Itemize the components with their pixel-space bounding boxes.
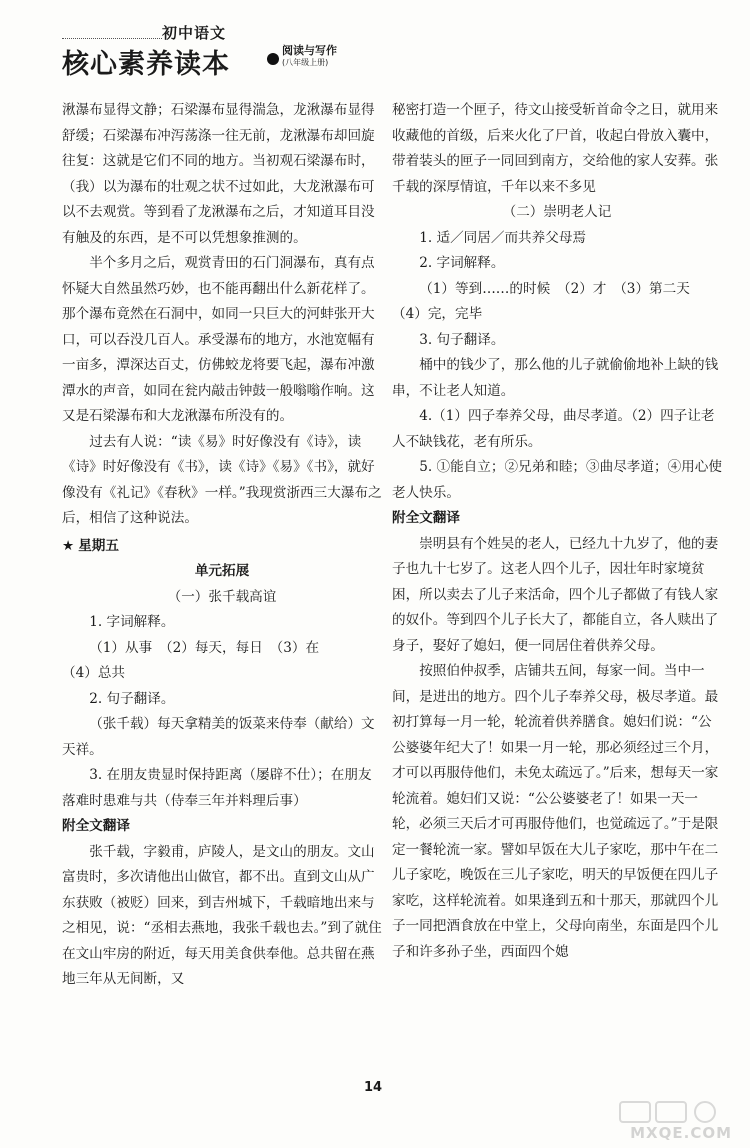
header-dotted-rule (62, 38, 162, 39)
star-icon: ★ (62, 537, 75, 554)
header-aux-line2: (八年级上册) (282, 58, 329, 67)
paragraph: 湫瀑布显得文静；石梁瀑布显得湍急，龙湫瀑布显得舒缓；石梁瀑布冲泻荡涤一往无前，龙湫瀑布却回旋往复：这就是它们不同的地方。当初观石梁瀑布时，（我）以为瀑布的壮观之状不过如此，大龙湫瀑布可以不去观赏。等到看了龙湫瀑布之后，才知道耳目没有触及的东西，是不可以凭想象推测的。 (62, 102, 375, 246)
story-title: （二）崇明老人记 (502, 204, 612, 220)
header-title: 核心素养读本 (62, 49, 230, 80)
answer-line: 3. 在朋友贵显时保持距离（屡辟不仕）；在朋友落难时患难与共（侍奉三年并料理后事） (62, 767, 372, 809)
answer-line: （4）总共 (62, 665, 126, 681)
header-aux (282, 45, 337, 69)
day-heading (62, 534, 382, 560)
page-number: 14 (364, 1080, 383, 1095)
paragraph: 张千载，字毅甫，庐陵人，是文山的朋友。文山富贵时，多次请他出山做官，都不出。直到文山从广东获败（被贬）回来，到吉州城下，千载暗地出来与之相见，说：“丞相去燕地，我张千载也去。”到了就住在文山牢房的附近，每天用美食供奉他。总共留在燕地三年从无间断，又 (62, 843, 382, 987)
right-column (392, 98, 722, 965)
paragraph: 按照伯仲叔季，店铺共五间，每家一间。当中一间，是进出的地方。四个儿子奉养父母，极尽孝道。最初打算每一月一轮，轮流着供养膳食。媳妇们说：“公公婆婆年纪大了！如果一月一轮，那必须经过三个月，才可以再服侍他们，未免太疏远了。”后来，想每天一家轮流着。媳妇们又说：“公公婆婆老了！如果一天一轮，必须三天后才可再服侍他们，也觉疏远了。”于是限定一餐轮流一家。譬如早饭在大儿子家吃，那中午在二儿子家吃，晚饭在三儿子家吃，明天的早饭便在四儿子家吃，这样轮流着。如果逢到五和十那天，那就四个儿子一同把酒食放在中堂上，父母向南坐，东面是四个儿子和许多孙子坐，西面四个媳 (392, 663, 719, 960)
answer-line: （张千载）每天拿精美的饭菜来侍奉（献给）文天祥。 (62, 716, 375, 758)
paragraph: 过去有人说：“读《易》时好像没有《诗》，读《诗》时好像没有《书》，读《诗》《易》《书》，就好像没有《礼记》《春秋》一样。”我现赏浙西三大瀑布之后，相信了这种说法。 (62, 433, 382, 526)
paragraph: 半个多月之后，观赏青田的石门洞瀑布，真有点怀疑大自然虽然巧妙，也不能再翻出什么新花样了。那个瀑布竟然在石洞中，如同一只巨大的河蚌张开大口，可以吞没几百人。承受瀑布的地方，水池宽幅有一亩多，潭深达百丈，仿佛蛟龙将要飞起，瀑布冲激潭水的声音，如同在瓮内敲击钟鼓一般嗡嗡作响。这又是石梁瀑布和大龙湫瀑布所没有的。 (62, 255, 375, 424)
paragraph: 崇明县有个姓吴的老人，已经九十九岁了，他的妻子也九十七岁了。这老人四个儿子，因壮年时家境贫困，所以卖去了儿子来活命，四个儿子都做了有钱人家的奴仆。等到四个儿子长大了，都能自立，各人赎出了身子，娶好了媳妇，便一同居住着供养父母。 (392, 535, 719, 654)
day-label: 星期五 (78, 537, 119, 554)
translation-heading: 附全文翻译 (62, 818, 130, 834)
answer-line: （1）从事 （2）每天，每日 （3）在 (89, 639, 320, 656)
answer-line: 桶中的钱少了，那么他的儿子就偷偷地补上缺的钱串，不让老人知道。 (392, 357, 719, 399)
left-column (62, 98, 382, 993)
question-heading: 2. 句子翻译。 (89, 690, 175, 707)
watermark-text: MXQE.COM (630, 1124, 732, 1142)
paragraph: 秘密打造一个匣子，待文山接受斩首命令之日，就用来收藏他的首级，后来火化了尸首，收起白骨放入囊中，带着装头的匣子一同回到南方，交给他的家人安葬。张千载的深厚情谊，千年以来不多见 (392, 102, 719, 195)
question-heading: 2. 字词解释。 (419, 255, 505, 271)
answer-line: （1）等到……的时候 （2）才 （3）第二天 （4）完，完毕 (392, 280, 704, 322)
header-aux-line1: 阅读与写作 (282, 44, 337, 57)
header-bullet-icon (267, 53, 279, 65)
question-heading: 1. 字词解释。 (89, 614, 175, 630)
answer-line: 4.（1）四子奉养父母，曲尽孝道。（2）四子让老人不缺钱花，老有所乐。 (392, 408, 715, 450)
translation-heading: 附全文翻译 (392, 510, 460, 526)
book-header (62, 20, 382, 80)
story-title: （一）张千载高谊 (167, 588, 277, 605)
watermark (590, 1100, 740, 1144)
answer-line: 5. ①能自立；②兄弟和睦；③曲尽孝道；④用心使老人快乐。 (392, 459, 722, 501)
question-heading: 3. 句子翻译。 (419, 331, 505, 348)
unit-title: 单元拓展 (194, 563, 250, 579)
answer-line: 1. 适／同居／而共养父母焉 (419, 229, 587, 246)
header-subject: 初中语文 (162, 24, 227, 42)
